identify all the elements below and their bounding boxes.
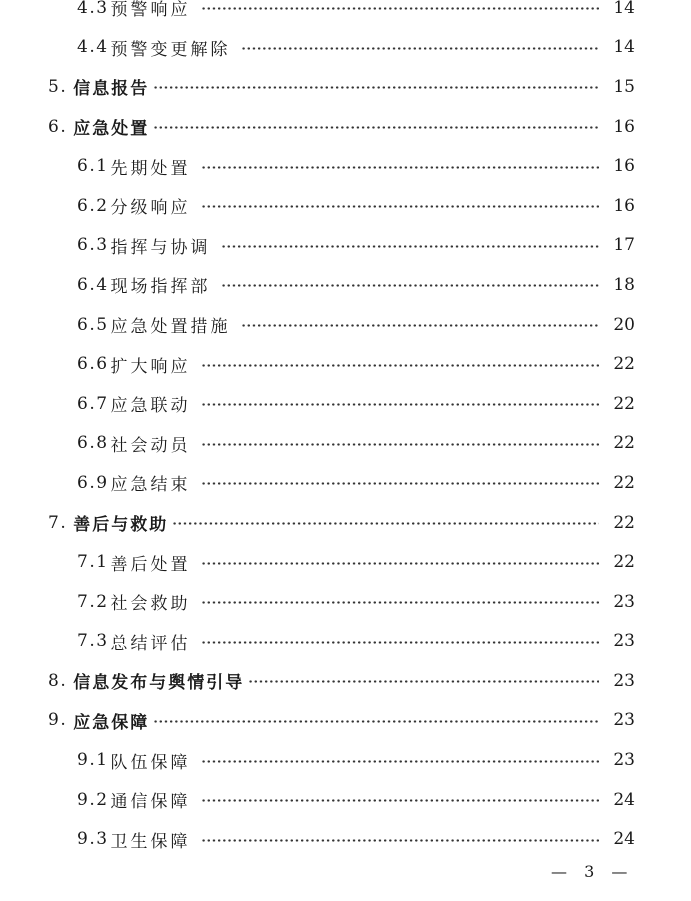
toc-chapter-number: 9. — [48, 710, 68, 731]
toc-entry-number: 6.6 — [77, 354, 109, 375]
dot-leader — [201, 799, 599, 802]
toc-entry-page: 24 — [613, 789, 635, 810]
dot-leader — [201, 443, 599, 446]
toc-entry-title: 总结评估 — [110, 633, 191, 654]
toc-entry[interactable] — [0, 226, 691, 266]
toc-entry-page: 23 — [613, 631, 635, 652]
toc-entry-page: 22 — [613, 552, 635, 573]
toc-chapter-title: 应急处置 — [73, 119, 150, 140]
dot-leader — [201, 364, 599, 367]
toc-entry-page: 24 — [613, 829, 635, 850]
toc-entry-title: 预警响应 — [110, 0, 191, 21]
toc-entry-title: 预警变更解除 — [110, 39, 231, 60]
toc-entry-page: 22 — [613, 433, 635, 454]
toc-entry-number: 6.1 — [77, 156, 109, 177]
toc-entry-title: 善后处置 — [110, 554, 191, 575]
toc-entry-number: 6.8 — [77, 433, 109, 454]
toc-entry[interactable] — [0, 0, 691, 28]
toc-entry-number: 7.3 — [77, 631, 109, 652]
toc-entry-number: 4.4 — [77, 37, 109, 58]
toc-entry-title: 队伍保障 — [110, 752, 191, 773]
dot-leader — [201, 601, 599, 604]
toc-entry[interactable] — [0, 463, 691, 503]
toc-chapter[interactable] — [0, 503, 691, 543]
dot-leader — [153, 86, 599, 89]
dot-leader — [172, 522, 599, 525]
dot-leader — [241, 324, 599, 327]
toc-entry-title: 应急联动 — [110, 396, 191, 417]
toc-entry[interactable] — [0, 344, 691, 384]
toc-chapter-number: 6. — [48, 116, 68, 137]
toc-entry-number: 6.9 — [77, 472, 109, 493]
dot-leader — [201, 760, 599, 763]
toc-chapter-page: 23 — [613, 710, 635, 731]
toc-entry-page: 22 — [613, 472, 635, 493]
toc-entry-page: 23 — [613, 591, 635, 612]
toc-entry-number: 7.1 — [77, 552, 109, 573]
toc-chapter-title: 信息发布与舆情引导 — [73, 673, 245, 694]
toc-entry-number: 6.3 — [77, 235, 109, 256]
toc-entry[interactable] — [0, 146, 691, 186]
dot-leader — [201, 562, 599, 565]
toc-entry[interactable] — [0, 582, 691, 622]
toc-entry[interactable] — [0, 819, 691, 859]
toc-chapter-number: 8. — [48, 670, 68, 691]
toc-entry-title: 通信保障 — [110, 792, 191, 813]
toc-entry-number: 9.1 — [77, 750, 109, 771]
toc-entry-page: 14 — [613, 0, 635, 18]
page-number-footer: — 3 — — [551, 862, 634, 881]
dot-leader — [201, 7, 599, 10]
toc-chapter[interactable] — [0, 107, 691, 147]
toc-entry-title: 卫生保障 — [110, 831, 191, 852]
dot-leader — [153, 126, 599, 129]
toc-entry-title: 分级响应 — [110, 198, 191, 219]
toc-entry-number: 4.3 — [77, 0, 109, 18]
toc-chapter[interactable] — [0, 701, 691, 741]
toc-entry-title: 指挥与协调 — [110, 237, 211, 258]
toc-chapter-title: 应急保障 — [73, 712, 150, 733]
toc-entry-number: 9.2 — [77, 789, 109, 810]
dot-leader — [201, 641, 599, 644]
toc-entry[interactable] — [0, 780, 691, 820]
toc-chapter-title: 信息报告 — [73, 79, 150, 100]
toc-entry-title: 扩大响应 — [110, 356, 191, 377]
toc-entry-title: 社会动员 — [110, 435, 191, 456]
toc-chapter[interactable] — [0, 67, 691, 107]
toc-entry-title: 先期处置 — [110, 158, 191, 179]
toc-entry-page: 20 — [613, 314, 635, 335]
toc-entry[interactable] — [0, 265, 691, 305]
toc-entry-number: 6.5 — [77, 314, 109, 335]
toc-entry-page: 22 — [613, 393, 635, 414]
toc-entry-number: 6.2 — [77, 195, 109, 216]
toc-entry-page: 22 — [613, 354, 635, 375]
toc-entry-page: 23 — [613, 750, 635, 771]
toc-entry-title: 社会救助 — [110, 594, 191, 615]
toc-entry-page: 16 — [613, 195, 635, 216]
dot-leader — [241, 47, 599, 50]
dot-leader — [201, 166, 599, 169]
toc-entry[interactable] — [0, 305, 691, 345]
dot-leader — [201, 839, 599, 842]
toc-chapter-number: 7. — [48, 512, 68, 533]
dot-leader — [201, 482, 599, 485]
toc-chapter-page: 22 — [613, 512, 635, 533]
toc-entry-number: 7.2 — [77, 591, 109, 612]
toc-entry[interactable] — [0, 384, 691, 424]
toc-chapter-page: 15 — [613, 76, 635, 97]
toc-entry-title: 现场指挥部 — [110, 277, 211, 298]
toc-entry-title: 应急处置措施 — [110, 317, 231, 338]
dot-leader — [153, 720, 599, 723]
dot-leader — [221, 284, 599, 287]
toc-entry-number: 6.7 — [77, 393, 109, 414]
dot-leader — [248, 680, 599, 683]
toc-entry[interactable] — [0, 186, 691, 226]
toc-entry[interactable] — [0, 424, 691, 464]
toc-entry-page: 16 — [613, 156, 635, 177]
toc-entry[interactable] — [0, 28, 691, 68]
toc-chapter[interactable] — [0, 661, 691, 701]
dot-leader — [221, 245, 599, 248]
toc-entry-number: 9.3 — [77, 829, 109, 850]
toc-entry[interactable] — [0, 622, 691, 662]
toc-chapter-number: 5. — [48, 76, 68, 97]
dot-leader — [201, 403, 599, 406]
toc-entry-page: 18 — [613, 274, 635, 295]
toc-entry[interactable] — [0, 740, 691, 780]
toc-entry-page: 14 — [613, 37, 635, 58]
toc-chapter-page: 16 — [613, 116, 635, 137]
toc-entry-number: 6.4 — [77, 274, 109, 295]
toc-entry-page: 17 — [613, 235, 635, 256]
toc-entry-title: 应急结束 — [110, 475, 191, 496]
toc-chapter-title: 善后与救助 — [73, 515, 169, 536]
toc-chapter-page: 23 — [613, 670, 635, 691]
dot-leader — [201, 205, 599, 208]
toc-entry[interactable] — [0, 542, 691, 582]
